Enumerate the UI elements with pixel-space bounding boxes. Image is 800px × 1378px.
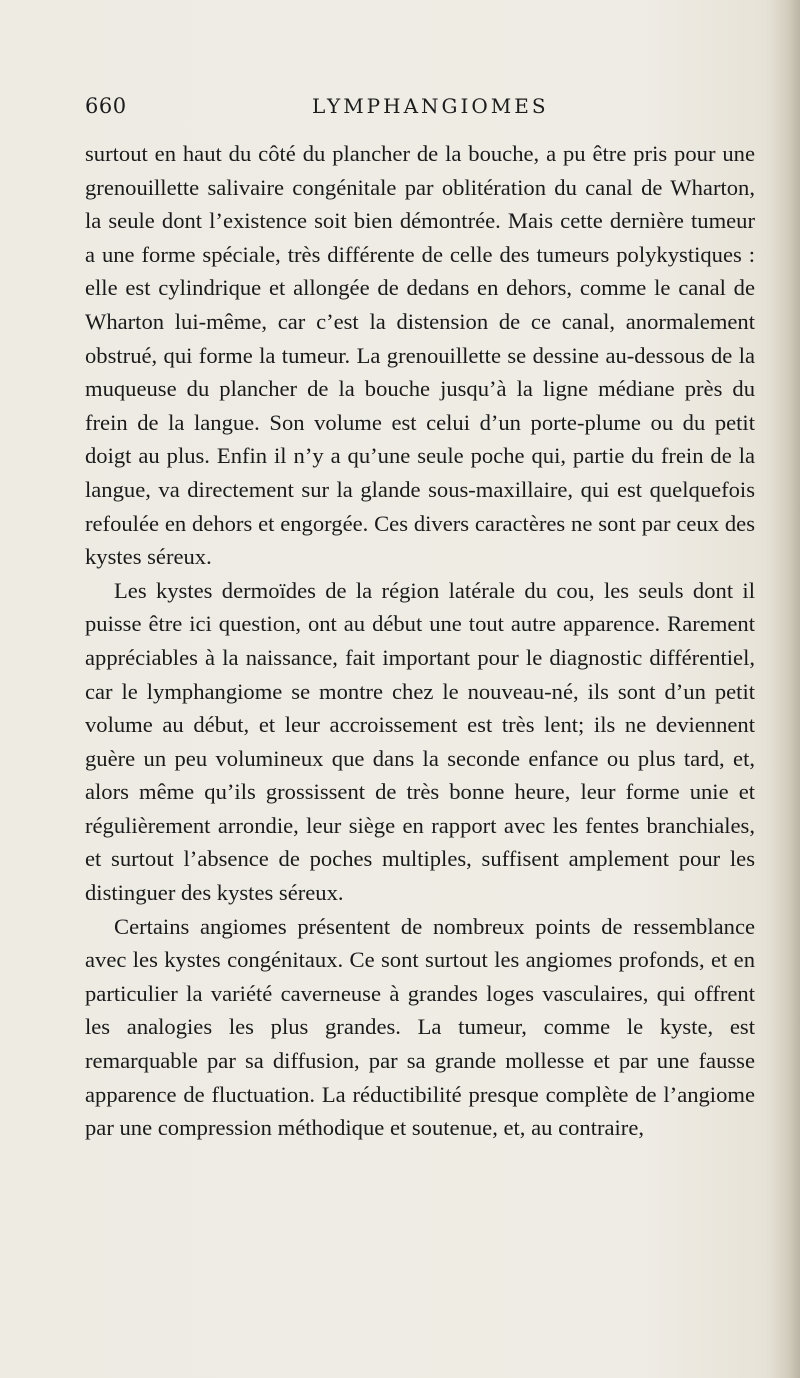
paragraph-continuation: surtout en haut du côté du plancher de la bouche, a pu être pris pour une grenouillette salivaire congénitale par oblitération du canal de Wharton, la seule dont l’existence soit bien démontrée. Mais cette dernière tumeur a une forme spéciale, très différente de celle des tumeurs polykystiques : elle est cylindrique et allongée de dedans en dehors, comme le canal de Wharton lui-même, car c’est la distension de ce canal, anormalement obstrué, qui forme la tumeur. La grenouillette se dessine au-dessous de la muqueuse du plancher de la bouche jusqu’à la ligne médiane près du frein de la langue. Son volume est celui d’un porte-plume ou du petit doigt au plus. Enfin il n’y a qu’une seule poche qui, partie du frein de la langue, va directement sur la glande sous-maxillaire, qui est quelquefois refoulée en dehors et engorgée. Ces divers caractères ne sont par ceux des kystes séreux. [85,141,755,570]
page-number: 660 [85,94,127,118]
paragraph-angiomes: Certains angiomes présentent de nombreux points de ressemblance avec les kystes congénitaux. Ce sont surtout les angiomes profonds, et en particulier la variété caverneuse à grandes loges vasculaires, qui offrent les analogies les plus grandes. La tumeur, comme le kyste, est remarquable par sa diffusion, par sa grande mollesse et par une fausse apparence de fluctuation. La réductibilité presque complète de l’angiome par une compression méthodique et soutenue, et, au contraire, [85,913,755,1141]
paragraph-dermoid-cysts: Les kystes dermoïdes de la région latérale du cou, les seuls dont il puisse être ici question, ont au début une tout autre apparence. Rarement appréciables à la naissance, fait important pour le diagnostic différentiel, car le lymphangiome se montre chez le nouveau-né, ils sont d’un petit volume au début, et leur accroissement est très lent; ils ne deviennent guère un peu volumineux que dans la seconde enfance ou plus tard, et, alors même qu’ils grossissent de très bonne heure, leur forme unie et régulièrement arrondie, leur siège en rapport avec les fentes branchiales, et surtout l’absence de poches multiples, suffisent amplement pour les distinguer des kystes séreux. [85,577,755,906]
page-header [85,94,745,124]
page-edge-shadow [770,0,800,1378]
running-title: LYMPHANGIOMES [312,94,549,118]
body-text [85,137,755,1145]
